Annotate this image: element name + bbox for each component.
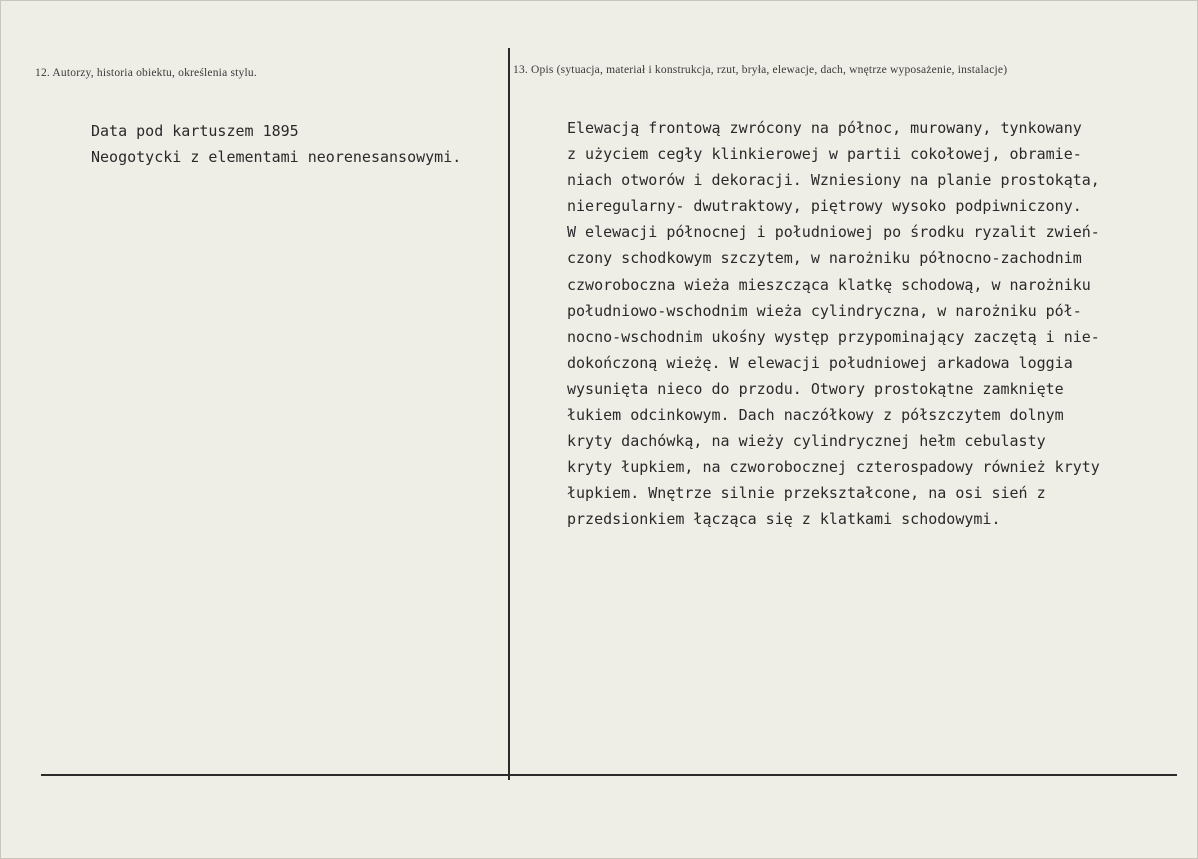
vertical-divider: [508, 48, 510, 780]
field-12-content: [91, 118, 461, 170]
horizontal-divider: [41, 774, 1177, 776]
field-13-line: nieregularny- dwutraktowy, piętrowy wysoko podpiwniczony.: [567, 197, 1082, 216]
field-13-line: łukiem odcinkowym. Dach naczółkowy z półszczytem dolnym: [567, 406, 1064, 425]
field-13-line: przedsionkiem łącząca się z klatkami schodowymi.: [567, 510, 1001, 529]
field-13-line: dokończoną wieżę. W elewacji południowej arkadowa loggia: [567, 353, 1073, 372]
field-13-line: W elewacji północnej i południowej po środku ryzalit zwień-: [567, 223, 1100, 242]
field-13-line: czony schodkowym szczytem, w narożniku północno-zachodnim: [567, 249, 1082, 268]
field-13-line: kryty łupkiem, na czworobocznej czterospadowy również kryty: [567, 458, 1100, 477]
field-13-line: południowo-wschodnim wieża cylindryczna, w narożniku pół-: [567, 301, 1082, 320]
field-13-line: Elewacją frontową zwrócony na północ, murowany, tynkowany: [567, 119, 1082, 137]
field-13-line: czworoboczna wieża mieszcząca klatkę schodową, w narożniku: [567, 275, 1091, 294]
field-12-line: Data pod kartuszem 1895: [91, 122, 299, 140]
field-13-line: wysunięta nieco do przodu. Otwory prostokątne zamknięte: [567, 379, 1064, 398]
field-12-line: Neogotycki z elementami neorenesansowymi.: [91, 148, 462, 166]
field-13-line: z użyciem cegły klinkierowej w partii cokołowej, obramie-: [567, 145, 1082, 164]
field-13-line: kryty dachówką, na wieży cylindrycznej hełm cebulasty: [567, 432, 1046, 451]
field-12-label: 12. Autorzy, historia obiektu, określenia stylu.: [35, 67, 257, 79]
field-13-line: łupkiem. Wnętrze silnie przekształcone, na osi sień z: [567, 484, 1046, 503]
field-13-content: [567, 115, 1100, 533]
field-13-line: nocno-wschodnim ukośny występ przypominający zaczętą i nie-: [567, 327, 1100, 346]
field-13-line: niach otworów i dekoracji. Wzniesiony na planie prostokąta,: [567, 171, 1100, 190]
field-13-label: 13. Opis (sytuacja, materiał i konstrukcja, rzut, bryła, elewacje, dach, wnętrze wyposażenie, instalacje): [513, 64, 1008, 76]
